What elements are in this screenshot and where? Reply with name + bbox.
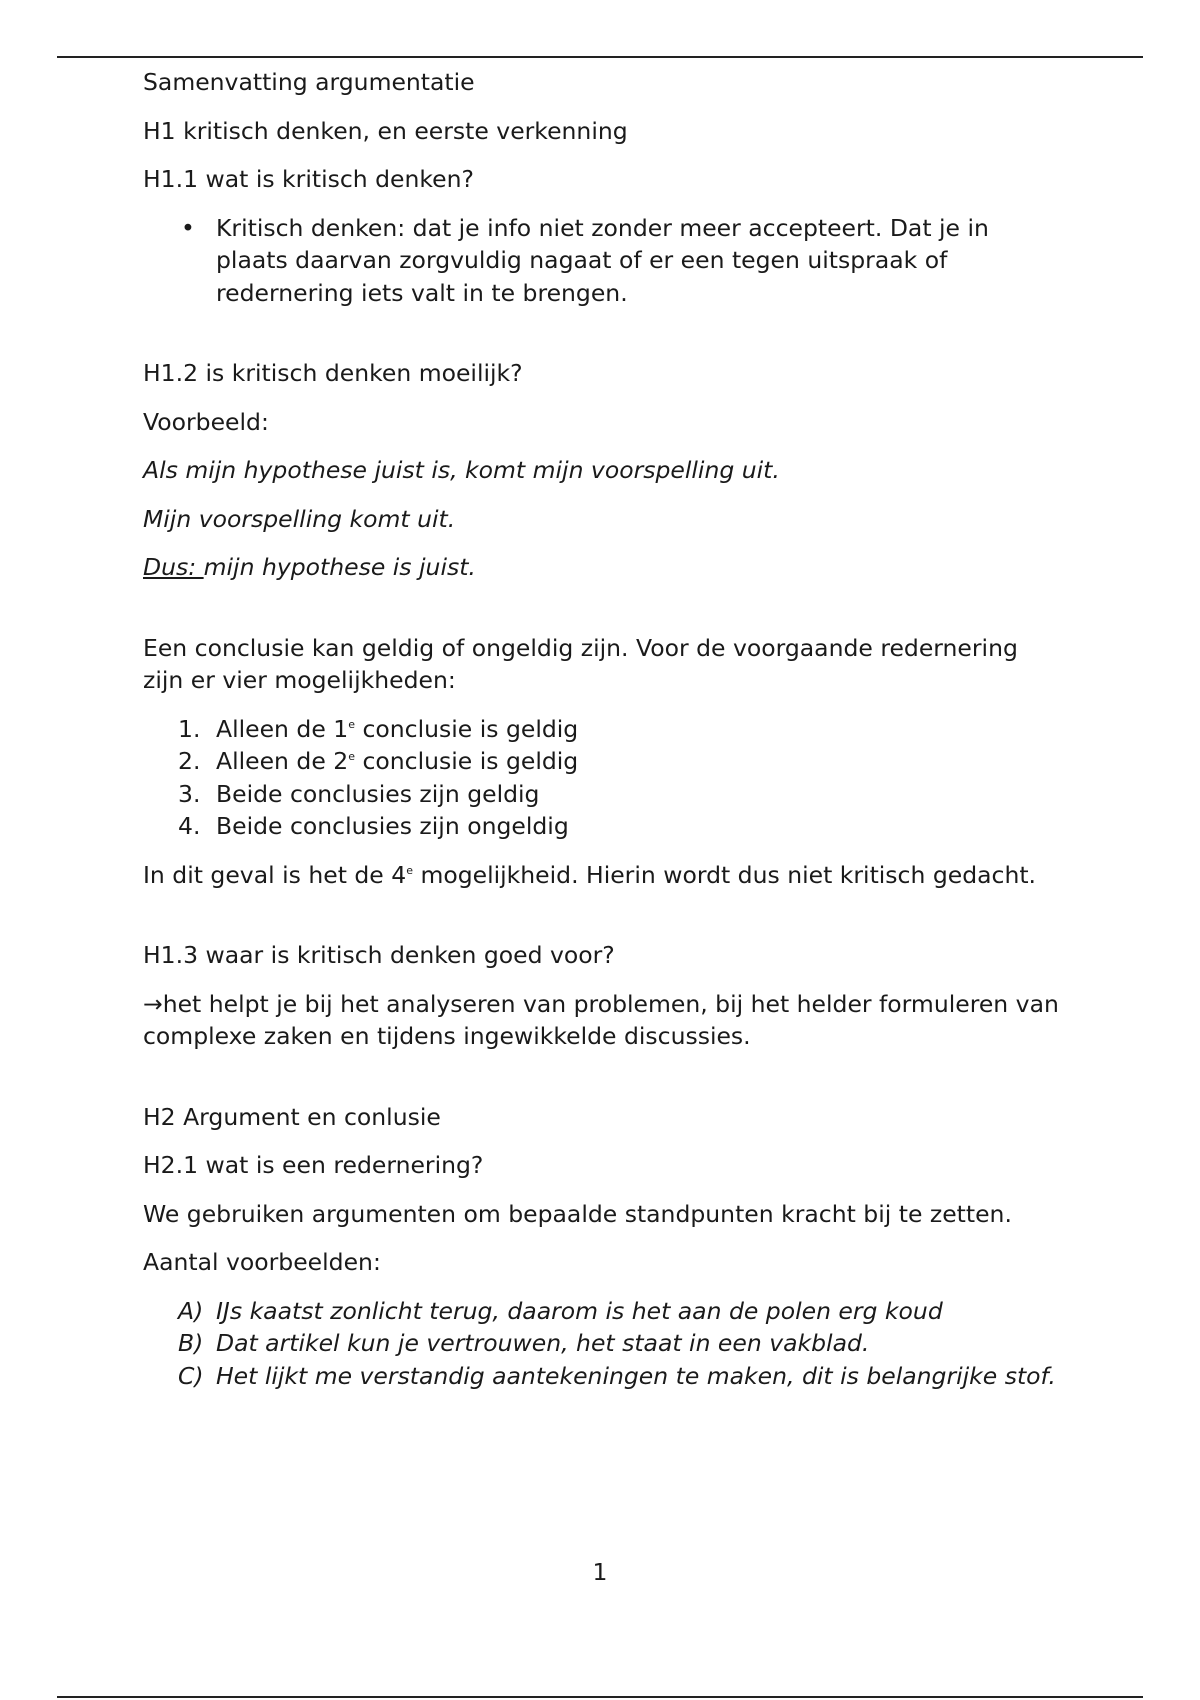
possibilities-outro: In dit geval is het de 4e mogelijkheid. Hierin wordt dus niet kritisch gedacht. <box>143 860 1037 889</box>
footer-rule <box>57 1696 1143 1698</box>
list-item: 1. Alleen de 1e conclusie is geldig <box>143 713 1063 746</box>
list-item: 4. Beide conclusies zijn ongeldig <box>143 810 1063 843</box>
definition-text: Kritisch denken: dat je info niet zonder meer accepteert. Dat je in plaats daarvan zorgvuldig nagaat of er een tegen uitspraak of redernering iets valt in te brengen. <box>216 213 989 307</box>
page-number: 1 <box>592 1558 608 1586</box>
possibilities-list <box>143 713 1063 843</box>
heading-h1-2: H1.2 is kritisch denken moeilijk? <box>143 359 523 387</box>
heading-h1-1: H1.1 wat is kritisch denken? <box>143 165 474 193</box>
list-number: 1. <box>178 714 201 743</box>
heading-h2: H2 Argument en conlusie <box>143 1102 441 1131</box>
example-label: Voorbeeld: <box>143 407 269 436</box>
examples-label: Aantal voorbeelden: <box>143 1248 381 1276</box>
heading-h2-1: H2.1 wat is een redernering? <box>143 1151 484 1179</box>
document-title: Samenvatting argumentatie <box>143 68 475 96</box>
examples-list <box>143 1295 1063 1393</box>
redenering-text: We gebruiken argumenten om bepaalde standpunten kracht bij te zetten. <box>143 1199 1012 1228</box>
list-item <box>143 212 1063 310</box>
benefits-text: →het helpt je bij het analyseren van problemen, bij het helder formuleren van complexe zaken en tijdens ingewikkelde discussies. <box>143 989 1059 1050</box>
list-item: A) IJs kaatst zonlicht terug, daarom is het aan de polen erg koud <box>143 1295 1063 1328</box>
list-item: 2. Alleen de 2e conclusie is geldig <box>143 745 1063 778</box>
header-rule <box>57 56 1143 58</box>
list-number: 4. <box>178 812 201 840</box>
list-item: 3. Beide conclusies zijn geldig <box>143 778 1063 811</box>
document-body <box>143 66 1063 1408</box>
premise-1: Als mijn hypothese juist is, komt mijn voorspelling uit. <box>143 456 780 484</box>
possibilities-intro: Een conclusie kan geldig of ongeldig zijn. Voor de voorgaande redernering zijn er vier mogelijkheden: <box>143 633 1018 694</box>
heading-h1: H1 kritisch denken, en eerste verkenning <box>143 116 628 145</box>
heading-h1-3: H1.3 waar is kritisch denken goed voor? <box>143 941 615 969</box>
bullet-icon: • <box>181 213 195 242</box>
list-letter: A) <box>178 1296 204 1325</box>
premise-2: Mijn voorspelling komt uit. <box>143 504 456 533</box>
conclusion <box>143 551 1063 584</box>
list-item: C) Het lijkt me verstandig aantekeningen te maken, dit is belangrijke stof. <box>143 1360 1063 1393</box>
conclusion-text: mijn hypothese is juist. <box>203 553 476 581</box>
conclusion-keyword: Dus: <box>143 553 204 581</box>
arrow-right-icon: → <box>143 989 163 1018</box>
list-letter: C) <box>178 1361 204 1390</box>
list-number: 2. <box>178 747 201 775</box>
list-item: B) Dat artikel kun je vertrouwen, het staat in een vakblad. <box>143 1327 1063 1360</box>
list-number: 3. <box>178 779 201 808</box>
list-letter: B) <box>178 1329 204 1357</box>
definition-list <box>143 212 1063 310</box>
